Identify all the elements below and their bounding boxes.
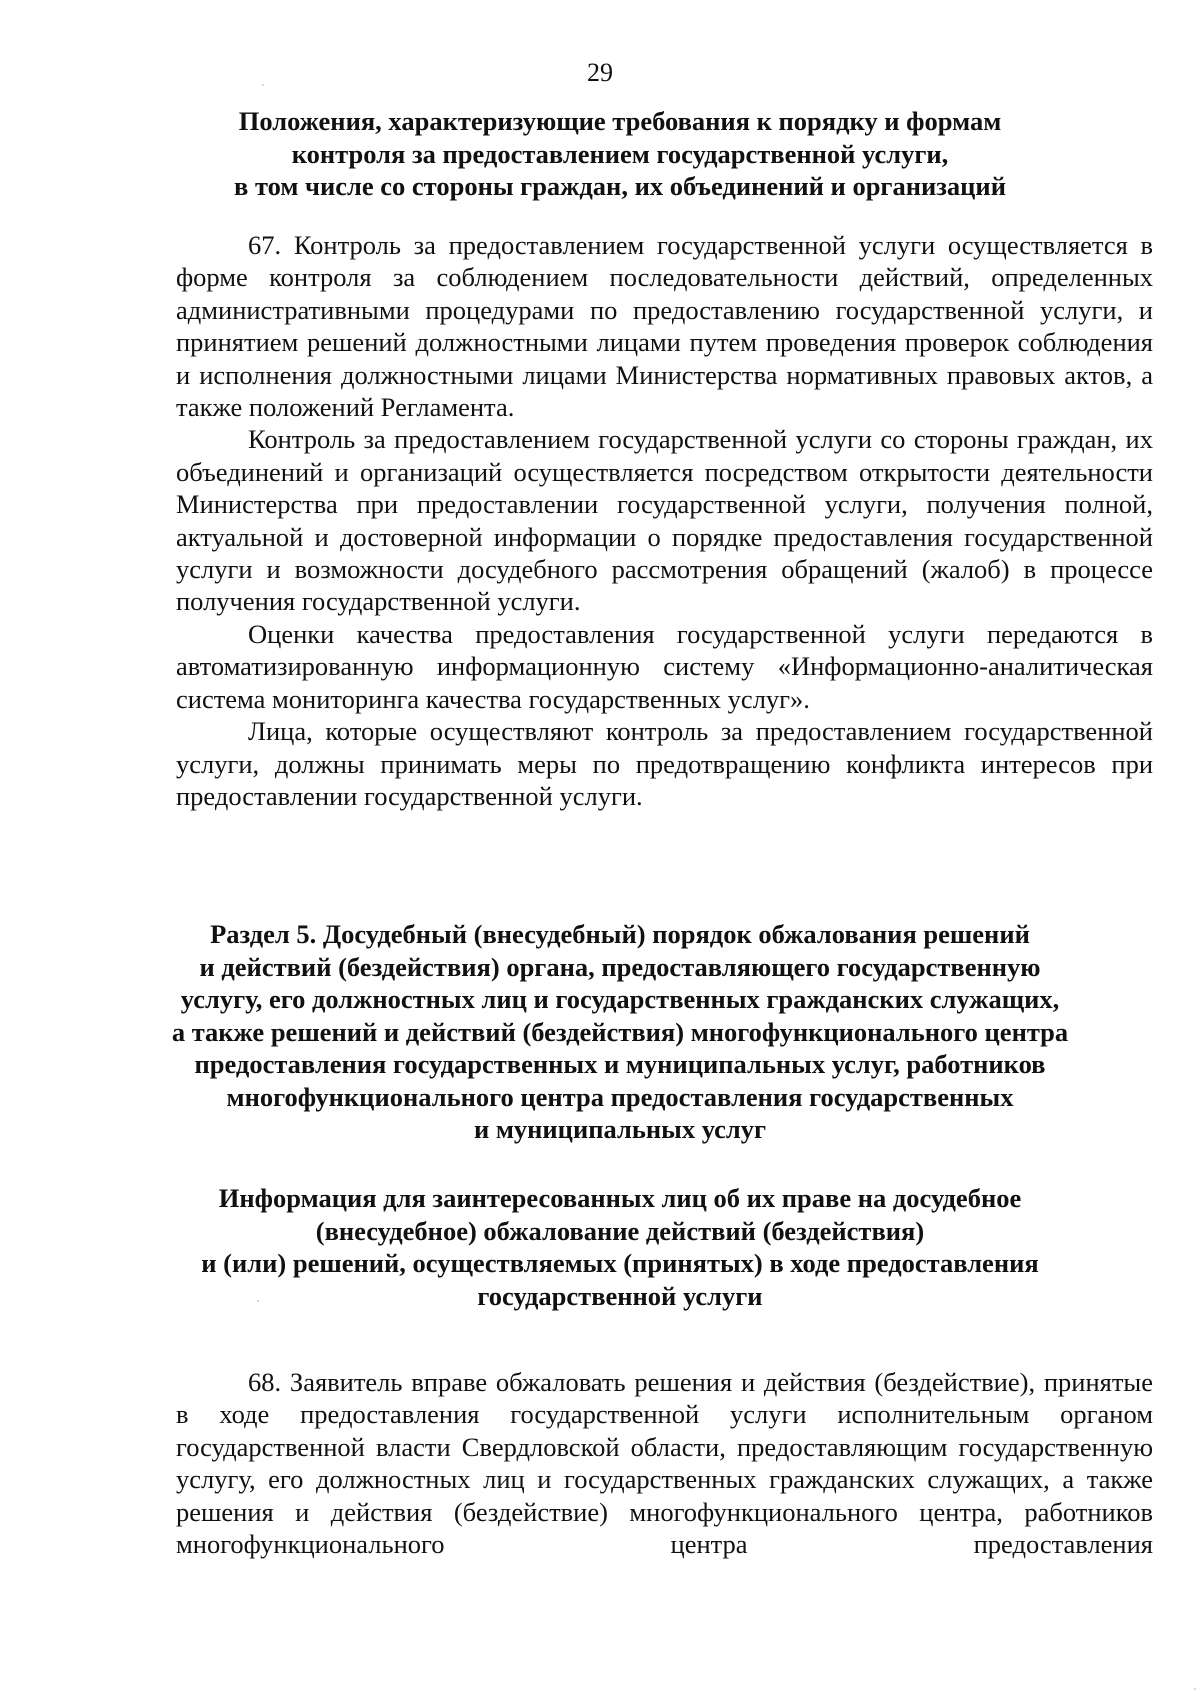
heading-line: и действий (бездействия) органа, предоставляющего государственную — [199, 951, 1041, 982]
paragraph-67: 67. Контроль за предоставлением государственной услуги осуществляется в форме контроля за соблюдением последовательности действий, определенных административными процедурами по предоставлению государственной услуги, и принятием решений должностными лицами путем проведения проверок соблюдения и исполнения должностными лицами Министерства нормативных правовых актов, а также положений Регламента. — [176, 230, 1153, 423]
heading-line: в том числе со стороны граждан, их объединений и организаций — [234, 171, 1006, 201]
heading-line: а также решений и действий (бездействия) многофункционального центра — [171, 1016, 1069, 1047]
heading-line: государственной услуги — [477, 1280, 763, 1311]
heading-appeal-information — [170, 1182, 1070, 1312]
heading-line: Положения, характеризующие требования к порядку и формам — [238, 106, 1002, 136]
scan-speck — [1194, 1688, 1196, 1690]
scan-speck — [257, 1300, 259, 1302]
scan-speck — [262, 84, 264, 86]
heading-line: контроля за предоставлением государственной услуги, — [291, 138, 949, 169]
heading-line: многофункционального центра предоставления государственных — [226, 1081, 1014, 1112]
heading-line: и (или) решений, осуществляемых (принятых) в ходе предоставления — [201, 1248, 1039, 1278]
heading-section-5 — [170, 918, 1070, 1146]
page-number: 29 — [587, 58, 613, 87]
appeal-section-body — [176, 1366, 1153, 1560]
heading-line: услугу, его должностных лиц и государственных гражданских служащих, — [180, 984, 1060, 1014]
paragraph-conflict-of-interest: Лица, которые осуществляют контроль за предоставлением государственной услуги, должны принимать меры по предотвращению конфликта интересов при предоставлении государственной услуги. — [176, 716, 1153, 811]
paragraph-quality-assessment: Оценки качества предоставления государственной услуги передаются в автоматизированную информационную систему «Информационно-аналитическая система мониторинга качества государственных услуг». — [176, 618, 1153, 714]
heading-line: предоставления государственных и муниципальных услуг, работников — [194, 1049, 1046, 1079]
heading-line: Информация для заинтересованных лиц об их праве на досудебное — [218, 1183, 1022, 1213]
heading-control-requirements — [170, 105, 1070, 203]
heading-line: Раздел 5. Досудебный (внесудебный) порядок обжалования решений — [210, 919, 1030, 949]
paragraph-68: 68. Заявитель вправе обжаловать решения и действия (бездействие), принятые в ходе предоставления государственной услуги исполнительным органом государственной власти Свердловской области, предоставляющим государственную услугу, его должностных лиц и государственных гражданских служащих, а также решения и действия (бездействие) многофункционального центра, работников многофункционального центра предоставления — [176, 1367, 1153, 1560]
control-section-body — [176, 229, 1153, 812]
heading-line: (внесудебное) обжалование действий (бездействия) — [315, 1215, 925, 1246]
paragraph-citizen-control: Контроль за предоставлением государственной услуги со стороны граждан, их объединений и организаций осуществляется посредством открытости деятельности Министерства при предоставлении государственной услуги, получения полной, актуальной и достоверной информации о порядке предоставления государственной услуги и возможности досудебного рассмотрения обращений (жалоб) в процессе получения государственной услуги. — [176, 424, 1153, 617]
heading-line: и муниципальных услуг — [473, 1114, 767, 1144]
